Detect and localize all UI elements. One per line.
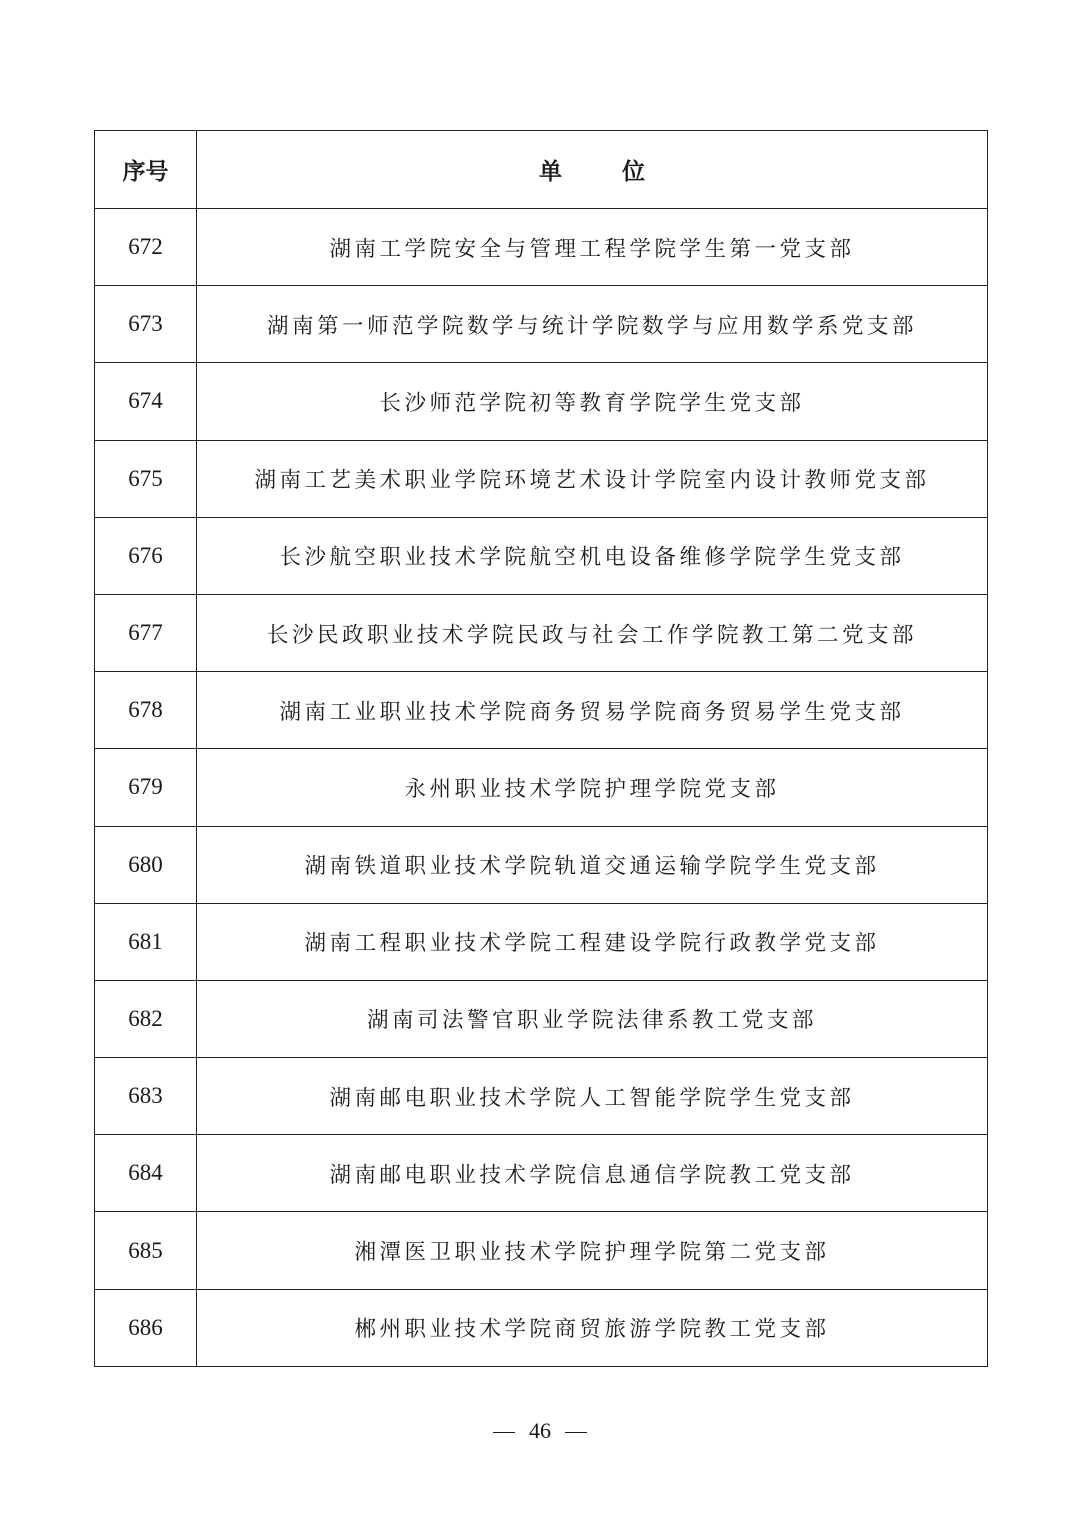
unit-list-table: [94, 130, 988, 1367]
row-serial-number: 684: [95, 1135, 197, 1212]
table-row: [95, 594, 988, 671]
row-unit-name: 湖南邮电职业技术学院人工智能学院学生党支部: [197, 1058, 988, 1135]
header-unit: 单 位: [197, 131, 988, 209]
row-serial-number: 680: [95, 826, 197, 903]
row-unit-name: 长沙民政职业技术学院民政与社会工作学院教工第二党支部: [197, 594, 988, 671]
row-serial-number: 672: [95, 209, 197, 286]
table-header-row: [95, 131, 988, 209]
table-row: [95, 749, 988, 826]
row-serial-number: 674: [95, 363, 197, 440]
row-serial-number: 686: [95, 1289, 197, 1366]
row-unit-name: 湖南工学院安全与管理工程学院学生第一党支部: [197, 209, 988, 286]
row-unit-name: 永州职业技术学院护理学院党支部: [197, 749, 988, 826]
row-serial-number: 685: [95, 1212, 197, 1289]
row-serial-number: 679: [95, 749, 197, 826]
table-row: [95, 440, 988, 517]
table-row: [95, 209, 988, 286]
page-number-left-dash: [493, 1432, 515, 1433]
row-serial-number: 677: [95, 594, 197, 671]
row-serial-number: 682: [95, 980, 197, 1057]
table-row: [95, 672, 988, 749]
table-row: [95, 1058, 988, 1135]
row-serial-number: 675: [95, 440, 197, 517]
row-unit-name: 郴州职业技术学院商贸旅游学院教工党支部: [197, 1289, 988, 1366]
table-row: [95, 363, 988, 440]
row-serial-number: 678: [95, 672, 197, 749]
header-serial-number: 序号: [95, 131, 197, 209]
row-unit-name: 长沙航空职业技术学院航空机电设备维修学院学生党支部: [197, 517, 988, 594]
row-unit-name: 湖南邮电职业技术学院信息通信学院教工党支部: [197, 1135, 988, 1212]
table-body: [95, 209, 988, 1367]
row-unit-name: 湖南工艺美术职业学院环境艺术设计学院室内设计教师党支部: [197, 440, 988, 517]
table-row: [95, 1289, 988, 1366]
table-row: [95, 980, 988, 1057]
row-serial-number: 683: [95, 1058, 197, 1135]
table-row: [95, 1135, 988, 1212]
page-number-right-dash: [565, 1432, 587, 1433]
row-unit-name: 湖南司法警官职业学院法律系教工党支部: [197, 980, 988, 1057]
table-row: [95, 826, 988, 903]
row-unit-name: 湖南工业职业技术学院商务贸易学院商务贸易学生党支部: [197, 672, 988, 749]
row-unit-name: 长沙师范学院初等教育学院学生党支部: [197, 363, 988, 440]
table-row: [95, 1212, 988, 1289]
row-serial-number: 676: [95, 517, 197, 594]
row-serial-number: 681: [95, 903, 197, 980]
table-header: [95, 131, 988, 209]
row-unit-name: 湖南工程职业技术学院工程建设学院行政教学党支部: [197, 903, 988, 980]
table-row: [95, 517, 988, 594]
row-serial-number: 673: [95, 286, 197, 363]
row-unit-name: 湖南第一师范学院数学与统计学院数学与应用数学系党支部: [197, 286, 988, 363]
row-unit-name: 湘潭医卫职业技术学院护理学院第二党支部: [197, 1212, 988, 1289]
page-number-value: 46: [529, 1418, 551, 1443]
table-row: [95, 903, 988, 980]
row-unit-name: 湖南铁道职业技术学院轨道交通运输学院学生党支部: [197, 826, 988, 903]
table-row: [95, 286, 988, 363]
page-number: [0, 1418, 1080, 1444]
